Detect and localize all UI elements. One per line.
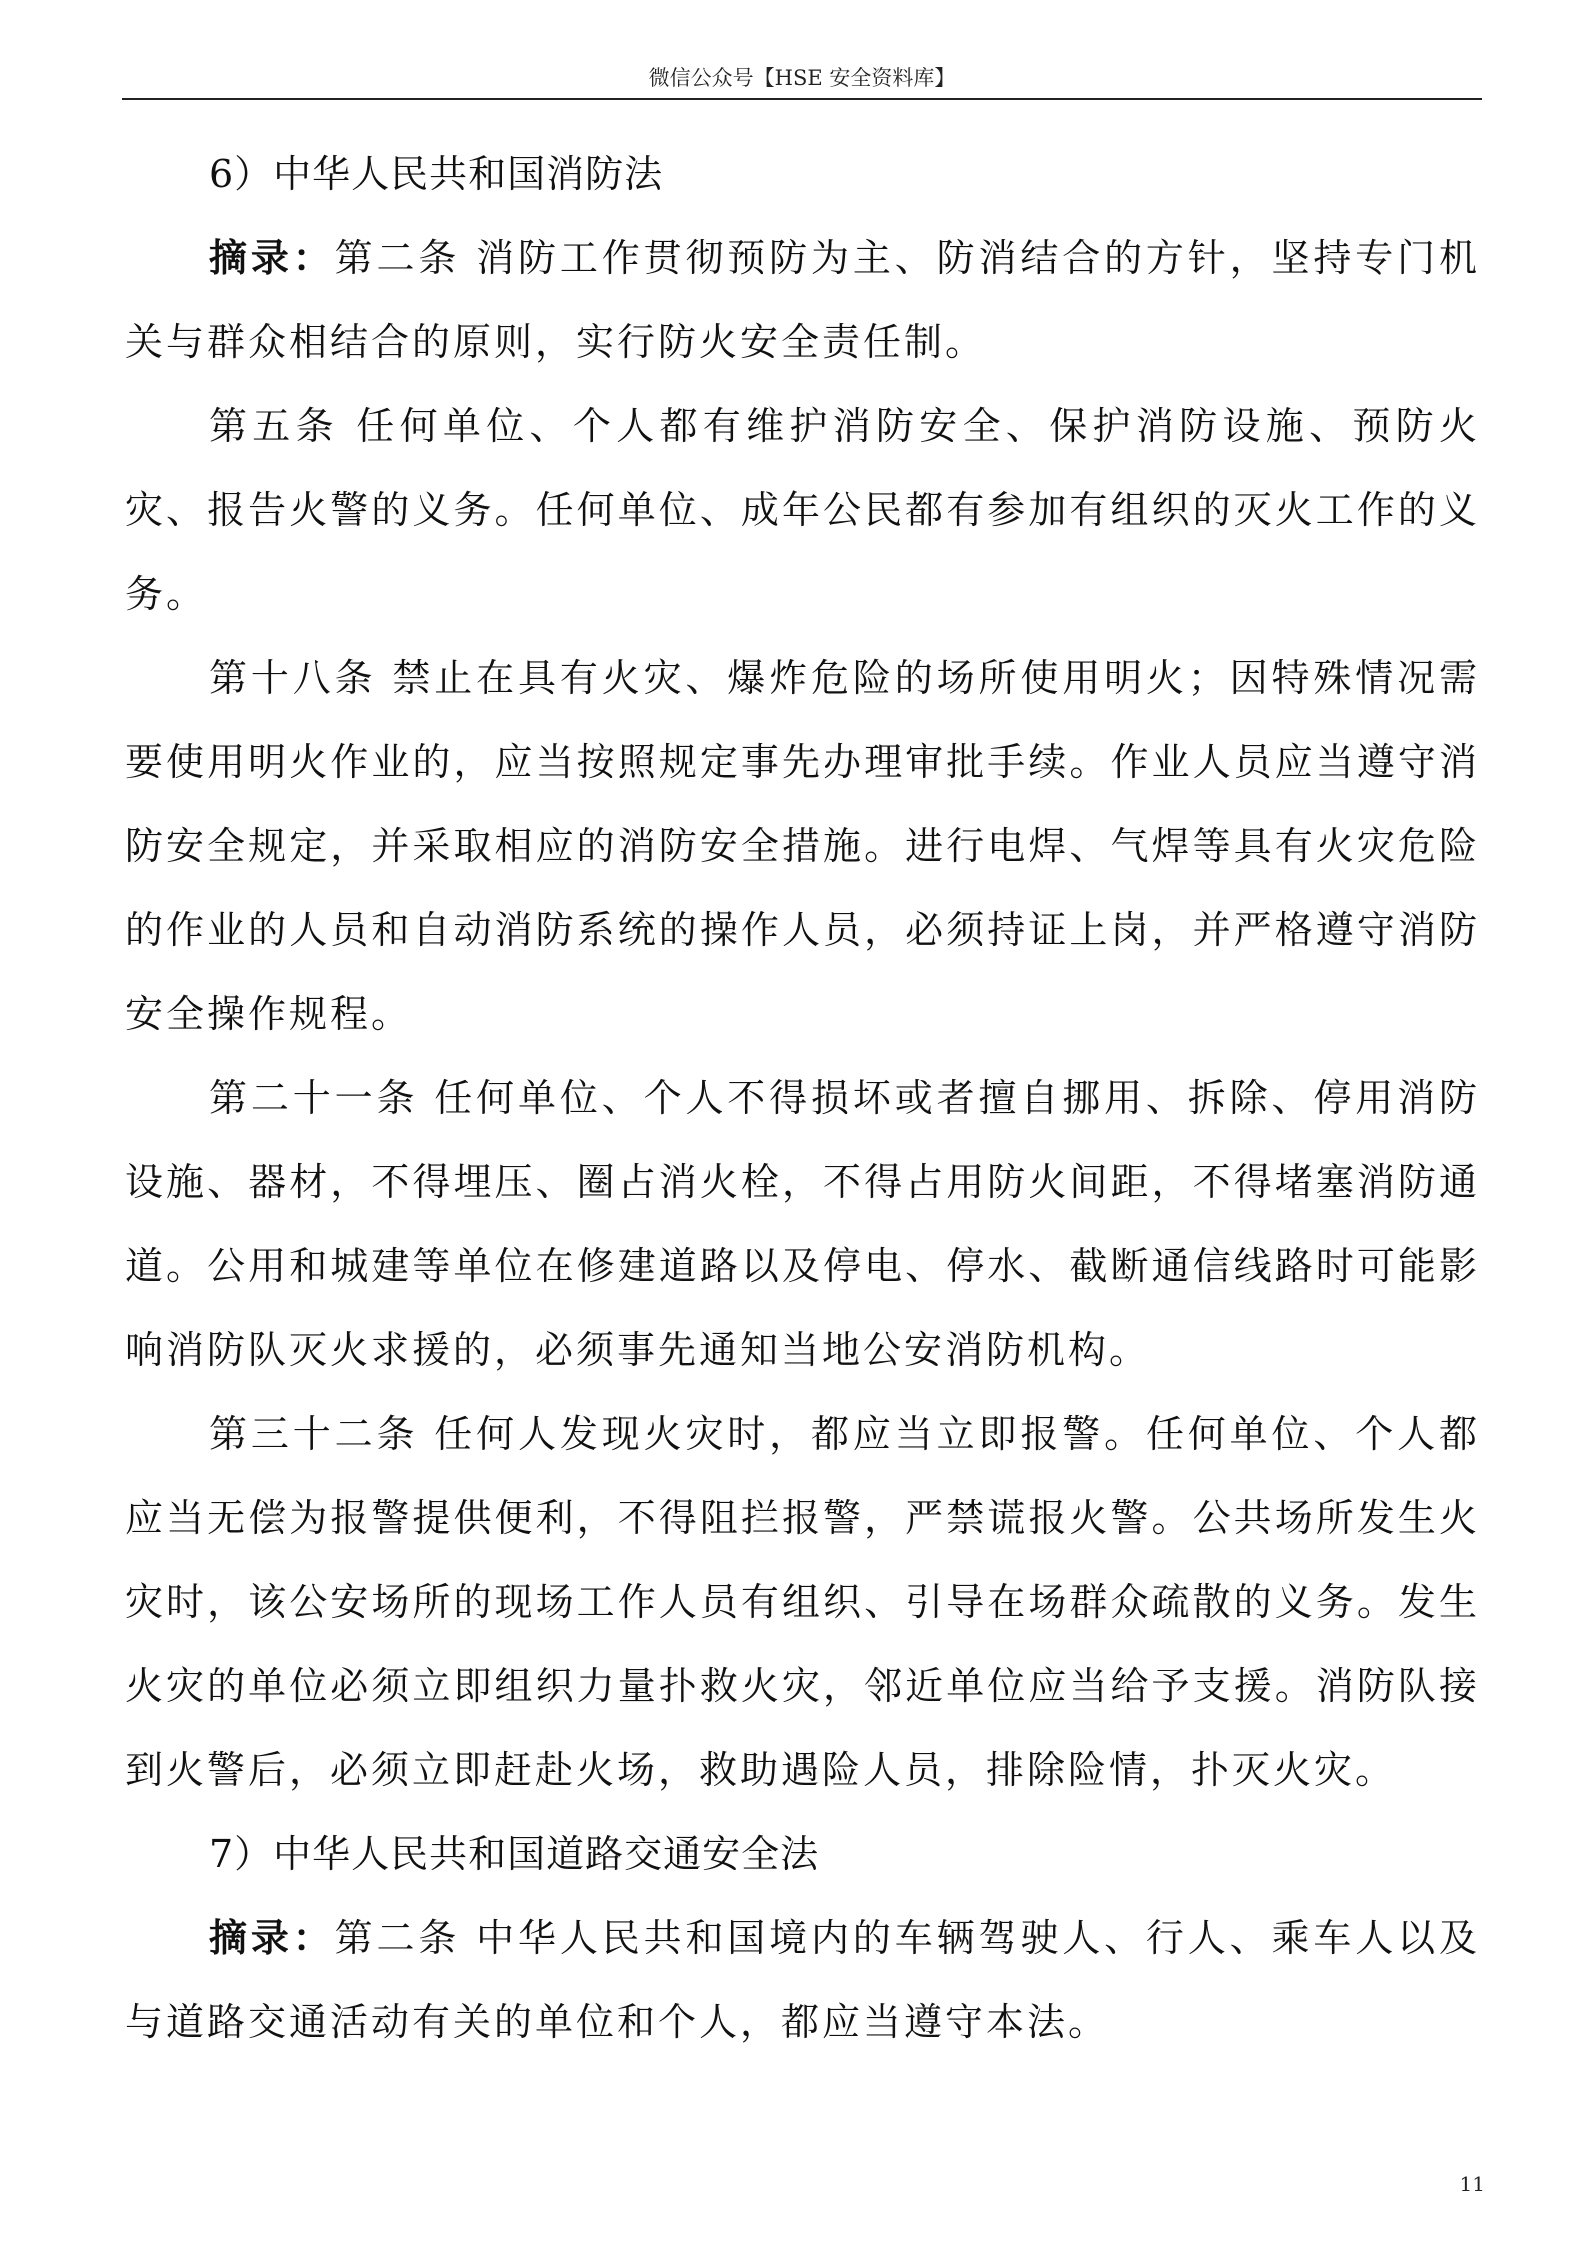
article-2-traffic [125,1896,1480,2064]
page-header: 微信公众号【HSE 安全资料库】 [122,58,1482,100]
section-heading-fire-law: 6）中华人民共和国消防法 [209,152,664,196]
paragraph-text: 第二条 中华人民共和国境内的车辆驾驶人、行人、乘车人以及与道路交通活动有关的单位和个人，都应当遵守本法。 [125,1916,1480,2044]
article-2-fire [125,216,1480,384]
article-21-fire: 第二十一条 任何单位、个人不得损坏或者擅自挪用、拆除、停用消防设施、器材，不得埋压、圈占消火栓，不得占用防火间距，不得堵塞消防通道。公用和城建等单位在修建道路以及停电、停水、截断通信线路时可能影响消防队灭火求援的，必须事先通知当地公安消防机构。 [125,1076,1480,1372]
document-body [125,132,1480,2064]
article-32-fire: 第三十二条 任何人发现火灾时，都应当立即报警。任何单位、个人都应当无偿为报警提供便利，不得阻拦报警，严禁谎报火警。公共场所发生火灾时，该公安场所的现场工作人员有组织、引导在场群众疏散的义务。发生火灾的单位必须立即组织力量扑救火灾，邻近单位应当给予支援。消防队接到火警后，必须立即赶赴火场，救助遇险人员，排除险情，扑灭火灾。 [125,1412,1480,1792]
paragraph-text: 第二条 消防工作贯彻预防为主、防消结合的方针，坚持专门机关与群众相结合的原则，实行防火安全责任制。 [125,236,1480,364]
article-5-fire: 第五条 任何单位、个人都有维护消防安全、保护消防设施、预防火灾、报告火警的义务。任何单位、成年公民都有参加有组织的灭火工作的义务。 [125,404,1480,616]
excerpt-label: 摘录： [209,235,335,280]
page-number: 11 [1459,2172,1485,2196]
section-heading-traffic-law: 7）中华人民共和国道路交通安全法 [209,1832,820,1876]
excerpt-label: 摘录： [209,1915,335,1960]
article-18-fire: 第十八条 禁止在具有火灾、爆炸危险的场所使用明火；因特殊情况需要使用明火作业的，应当按照规定事先办理审批手续。作业人员应当遵守消防安全规定，并采取相应的消防安全措施。进行电焊、气焊等具有火灾危险的作业的人员和自动消防系统的操作人员，必须持证上岗，并严格遵守消防安全操作规程。 [125,656,1480,1036]
